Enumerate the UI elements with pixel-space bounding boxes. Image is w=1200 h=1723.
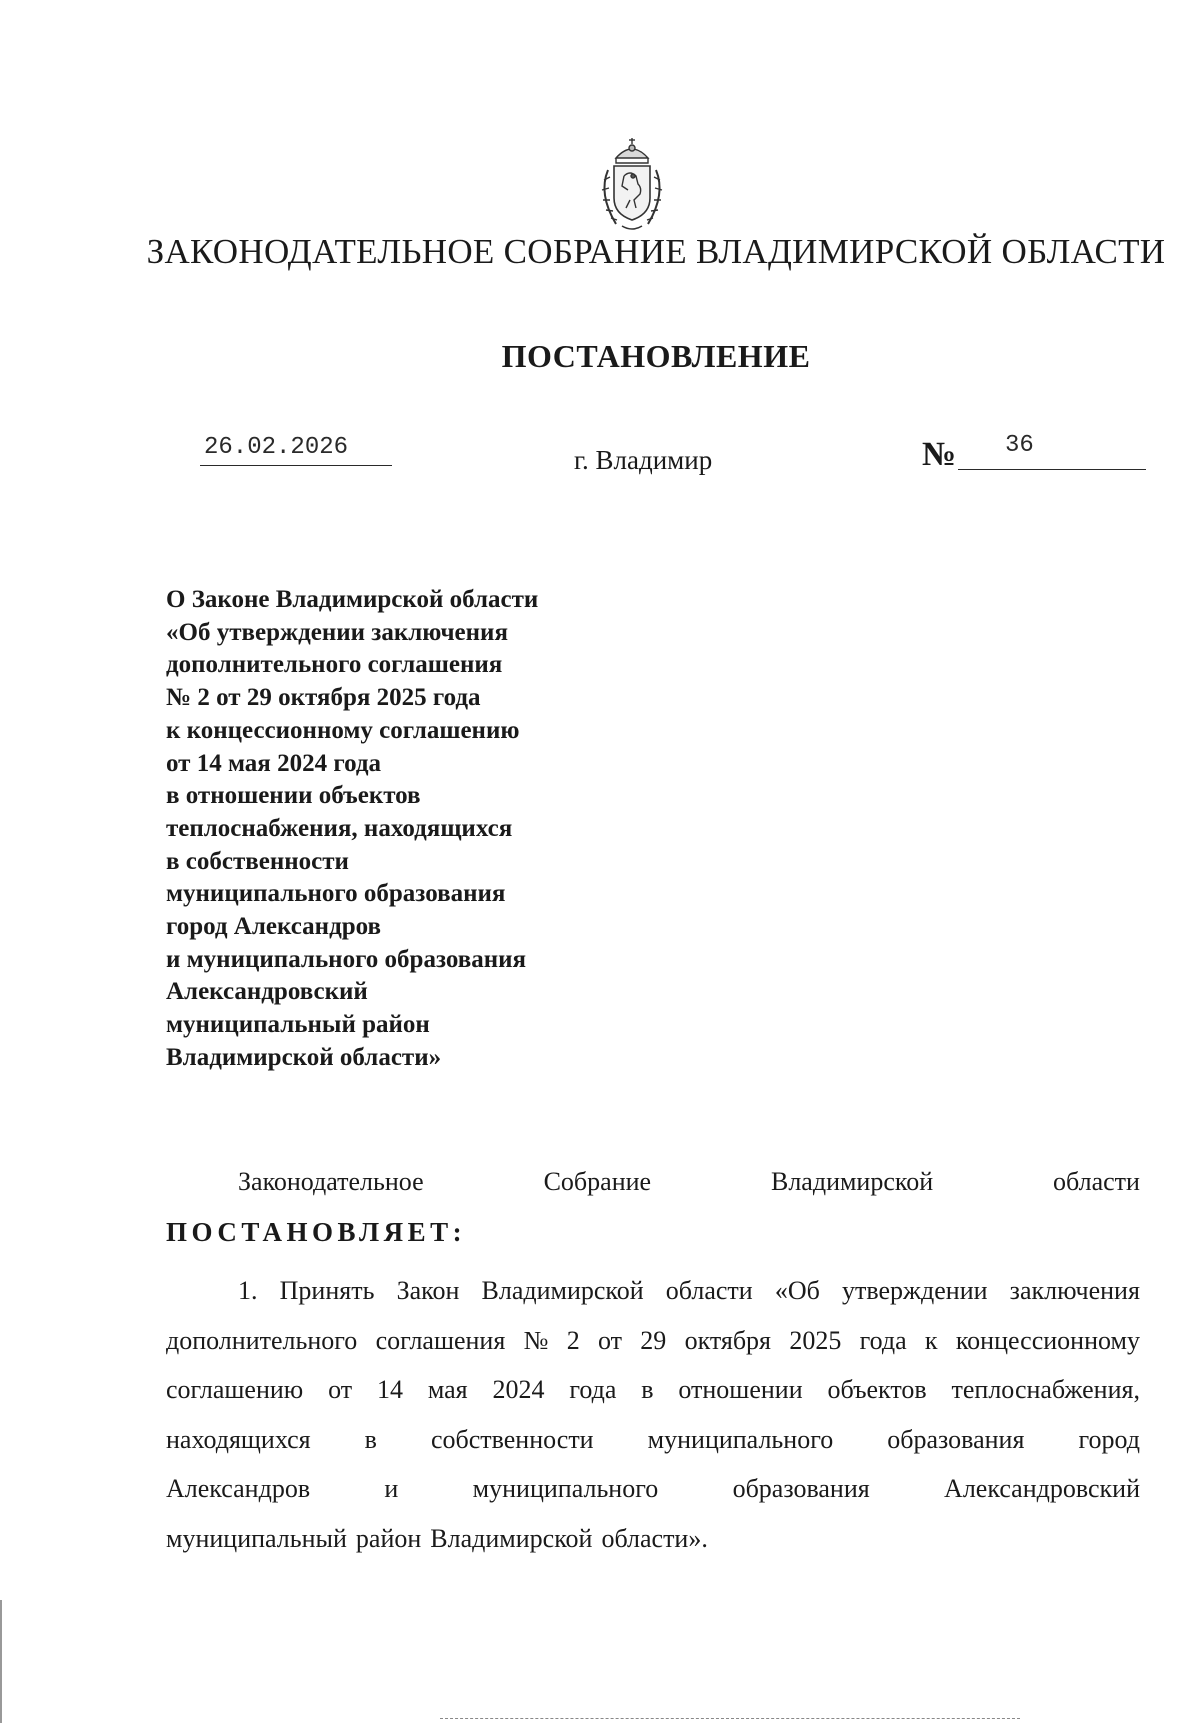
paragraph-word: от bbox=[597, 1325, 622, 1355]
subject-line: № 2 от 29 октября 2025 года bbox=[166, 684, 481, 712]
paragraph-word: области». bbox=[601, 1523, 708, 1553]
paragraph-word: 14 bbox=[376, 1375, 403, 1404]
paragraph-word: муниципального bbox=[647, 1424, 834, 1454]
paragraph-word: теплоснабжения, bbox=[951, 1375, 1140, 1404]
paragraph-word: город bbox=[1078, 1424, 1140, 1454]
paragraph-word: заключения bbox=[1009, 1276, 1140, 1305]
document-city: г. Владимир bbox=[574, 445, 713, 475]
paragraph-word: «Об bbox=[774, 1276, 820, 1305]
paragraph-word: утверждении bbox=[842, 1276, 988, 1305]
paragraph-word: находящихся bbox=[166, 1424, 311, 1454]
paragraph-word: года bbox=[859, 1325, 907, 1355]
paragraph-word: район bbox=[355, 1523, 422, 1553]
page-bottom-edge bbox=[440, 1718, 1020, 1719]
document-number-underline bbox=[958, 469, 1146, 470]
coat-of-arms-icon bbox=[586, 130, 678, 234]
paragraph-word: Закон bbox=[396, 1276, 460, 1305]
paragraph-word: собственности bbox=[430, 1424, 594, 1454]
paragraph-word: образования bbox=[732, 1474, 870, 1503]
preamble-word: Собрание bbox=[543, 1167, 652, 1196]
paragraph-line bbox=[166, 1415, 1140, 1465]
subject-line: в собственности bbox=[166, 847, 349, 875]
subject-line: теплоснабжения, находящихся bbox=[166, 814, 513, 842]
paragraph-word: концессионному bbox=[955, 1325, 1140, 1355]
paragraph-word: образования bbox=[887, 1424, 1025, 1454]
paragraph-line bbox=[166, 1514, 1140, 1564]
paragraph-word: в bbox=[364, 1424, 377, 1454]
subject-line: «Об утверждении заключения bbox=[166, 618, 508, 646]
organization-name: ЗАКОНОДАТЕЛЬНОЕ СОБРАНИЕ ВЛАДИМИРСКОЙ ОБЛАСТИ bbox=[146, 232, 1166, 271]
document-date: 26.02.2026 bbox=[200, 434, 392, 466]
subject-line: О Законе Владимирской области bbox=[166, 586, 539, 613]
subject-line: Владимирской области» bbox=[166, 1043, 442, 1071]
paragraph-word: в bbox=[641, 1375, 654, 1404]
subject-line: от 14 мая 2024 года bbox=[166, 749, 381, 777]
subject-line: в отношении объектов bbox=[166, 782, 421, 810]
paragraph-word: дополнительного bbox=[166, 1325, 358, 1355]
subject-line: город Александров bbox=[166, 913, 382, 941]
paragraph-line bbox=[166, 1365, 1140, 1415]
document-subject bbox=[166, 584, 646, 1075]
scan-edge bbox=[0, 1600, 2, 1723]
paragraph-word: 2 bbox=[566, 1325, 580, 1355]
paragraph-word: года bbox=[569, 1375, 617, 1404]
paragraph-word: 29 bbox=[640, 1325, 667, 1355]
resolution-paragraph bbox=[166, 1266, 1140, 1563]
paragraph-word: 1. bbox=[238, 1276, 258, 1305]
decree-word: ПОСТАНОВЛЯЕТ: bbox=[166, 1217, 467, 1247]
paragraph-word: области bbox=[665, 1276, 753, 1305]
paragraph-word: Александров bbox=[166, 1474, 311, 1503]
paragraph-word: муниципальный bbox=[166, 1523, 347, 1553]
paragraph-word: соглашения bbox=[375, 1325, 506, 1355]
document-type: ПОСТАНОВЛЕНИЕ bbox=[501, 338, 811, 374]
paragraph-word: октября bbox=[684, 1325, 772, 1355]
paragraph-word: Принять bbox=[279, 1276, 375, 1305]
paragraph-word: Владимирской bbox=[481, 1276, 644, 1305]
paragraph-word: к bbox=[924, 1325, 938, 1355]
document-number: 36 bbox=[1005, 432, 1034, 459]
paragraph-line bbox=[166, 1316, 1140, 1366]
preamble-word: области bbox=[1053, 1167, 1140, 1196]
paragraph-word: отношении bbox=[678, 1375, 803, 1404]
subject-line: к концессионному соглашению bbox=[166, 716, 520, 744]
subject-line: и муниципального образования bbox=[166, 945, 527, 973]
paragraph-word: объектов bbox=[827, 1375, 927, 1404]
paragraph-word: от bbox=[328, 1375, 353, 1404]
paragraph-line bbox=[166, 1266, 1140, 1316]
preamble bbox=[166, 1167, 1140, 1197]
paragraph-word: № bbox=[523, 1325, 549, 1355]
paragraph-word: и bbox=[384, 1474, 399, 1503]
preamble-word: Законодательное bbox=[238, 1167, 424, 1196]
document-number-label: № bbox=[922, 436, 957, 473]
paragraph-word: Владимирской bbox=[430, 1523, 593, 1553]
paragraph-word: 2025 bbox=[789, 1325, 842, 1355]
subject-line: дополнительного соглашения bbox=[166, 651, 503, 679]
paragraph-line bbox=[166, 1464, 1140, 1514]
paragraph-word: 2024 bbox=[492, 1375, 545, 1404]
preamble-word: Владимирской bbox=[770, 1167, 934, 1196]
subject-line: Александровский bbox=[166, 978, 368, 1006]
paragraph-word: муниципального bbox=[472, 1474, 659, 1503]
subject-line: муниципального образования bbox=[166, 880, 506, 908]
paragraph-word: соглашению bbox=[166, 1375, 304, 1404]
paragraph-word: мая bbox=[427, 1375, 468, 1404]
subject-line: муниципальный район bbox=[166, 1011, 430, 1039]
paragraph-word: Александровский bbox=[944, 1474, 1140, 1503]
